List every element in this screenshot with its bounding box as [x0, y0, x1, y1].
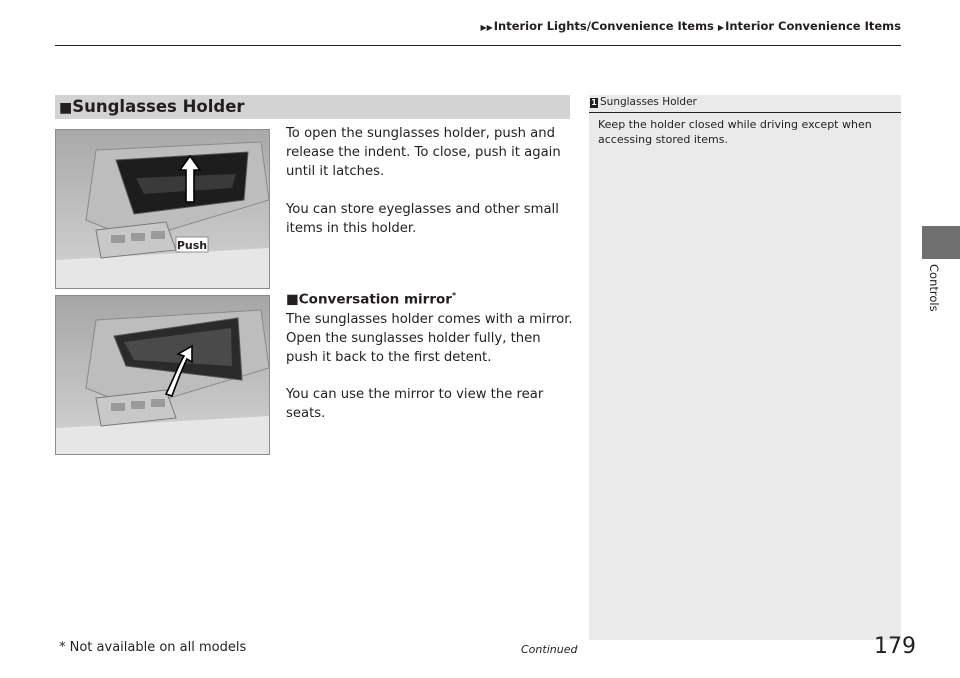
push-label: Push: [176, 239, 208, 252]
breadcrumb-item[interactable]: Interior Convenience Items: [725, 19, 901, 33]
instruction-mirror: The sunglasses holder comes with a mirror. Open the sunglasses holder fully, then push it back to the first detent.: [286, 312, 573, 365]
sidebar-text: Keep the holder closed while driving except when accessing stored items.: [598, 118, 872, 146]
section-title: [59, 97, 245, 116]
sidebar-note: [589, 95, 901, 640]
instruction-storage: You can store eyeglasses and other small items in this holder.: [286, 202, 559, 236]
subsection-heading: [286, 291, 456, 308]
reference-number-icon: 1: [591, 98, 597, 107]
header-rule: [55, 45, 901, 46]
arrow-icon: ▶: [717, 23, 725, 32]
footnote: * Not available on all models: [59, 640, 247, 655]
subsection-title: Conversation mirror: [298, 291, 452, 308]
chapter-tab[interactable]: [922, 226, 960, 259]
conversation-mirror-image: [55, 295, 270, 455]
double-arrow-icon: ▶▶: [480, 23, 493, 32]
footnote-star: *: [451, 291, 457, 300]
page-number: 179: [874, 634, 916, 659]
square-bullet-icon: ■: [286, 291, 299, 308]
sidebar-heading: [589, 95, 901, 113]
sidebar-title: Sunglasses Holder: [600, 96, 697, 108]
instruction-open-close: To open the sunglasses holder, push and release the indent. To close, push it again until it latches.: [286, 126, 561, 179]
breadcrumb: [480, 19, 901, 33]
sunglasses-holder-closed-image: [55, 129, 270, 289]
instruction-rear-view: You can use the mirror to view the rear seats.: [286, 387, 544, 421]
section-title-text: Sunglasses Holder: [72, 97, 245, 116]
continued-label: Continued: [521, 643, 578, 656]
square-bullet-icon: ■: [59, 100, 73, 116]
breadcrumb-item[interactable]: Interior Lights/Convenience Items: [493, 19, 714, 33]
chapter-tab-label[interactable]: Controls: [927, 264, 941, 312]
section-header: [55, 95, 570, 119]
